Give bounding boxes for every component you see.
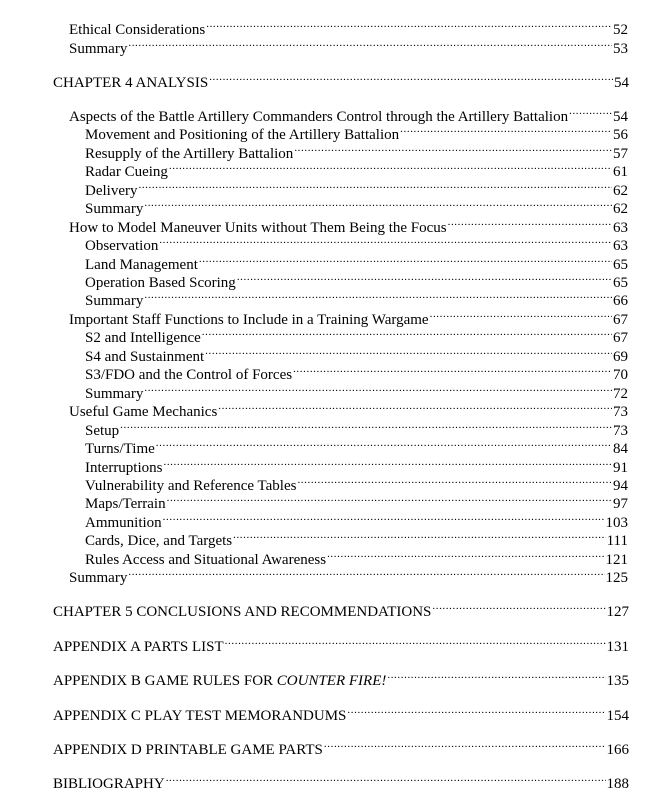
toc-entry-title: Summary bbox=[85, 386, 144, 402]
toc-entry-title: Land Management bbox=[85, 257, 198, 273]
dot-leader bbox=[400, 120, 612, 139]
toc-entry-page: 125 bbox=[605, 570, 628, 586]
toc-entry-page: 111 bbox=[606, 533, 628, 549]
toc-entry[interactable] bbox=[69, 34, 628, 57]
toc-entry-page: 135 bbox=[606, 673, 629, 689]
toc-entry-title: S3/FDO and the Control of Forces bbox=[85, 367, 293, 383]
toc-entry-title-prefix: APPENDIX B GAME RULES FOR bbox=[53, 673, 277, 689]
dot-leader bbox=[205, 342, 612, 361]
dot-leader bbox=[432, 597, 605, 616]
toc-entry-page: 65 bbox=[613, 275, 628, 291]
toc-entry-page: 121 bbox=[605, 552, 628, 568]
toc-entry-title: APPENDIX D PRINTABLE GAME PARTS bbox=[53, 742, 323, 758]
toc-subentry[interactable] bbox=[85, 268, 628, 291]
toc-entry-page: 69 bbox=[613, 349, 628, 365]
toc-entry-title-italic: COUNTER FIRE! bbox=[276, 673, 387, 689]
toc-subentry[interactable] bbox=[85, 526, 628, 549]
toc-bibliography-entry[interactable] bbox=[53, 769, 629, 792]
dot-leader bbox=[128, 563, 604, 582]
dot-leader bbox=[169, 157, 612, 176]
toc-entry[interactable] bbox=[69, 102, 628, 125]
toc-entry-title: Useful Game Mechanics bbox=[69, 404, 218, 420]
toc-subentry[interactable] bbox=[85, 231, 628, 254]
dot-leader bbox=[297, 471, 612, 490]
toc-entry-page: 65 bbox=[613, 257, 628, 273]
toc-entry-title: Observation bbox=[85, 238, 159, 254]
dot-leader bbox=[144, 194, 612, 213]
toc-entry-title: APPENDIX C PLAY TEST MEMORANDUMS bbox=[53, 708, 347, 724]
toc-entry-page: 67 bbox=[613, 330, 628, 346]
toc-entry-page: 103 bbox=[605, 515, 628, 531]
toc-entry-title: BIBLIOGRAPHY bbox=[53, 776, 165, 792]
toc-appendix-entry[interactable] bbox=[53, 632, 629, 655]
toc-entry-page: 72 bbox=[613, 386, 628, 402]
dot-leader bbox=[237, 268, 612, 287]
toc-entry[interactable] bbox=[69, 397, 628, 420]
toc-entry-page: 91 bbox=[613, 460, 628, 476]
toc-entry-title: Resupply of the Artillery Battalion bbox=[85, 146, 294, 162]
toc-entry-page: 154 bbox=[606, 708, 629, 724]
toc-subentry[interactable] bbox=[85, 250, 628, 273]
toc-entry-page: 63 bbox=[613, 220, 628, 236]
toc-entry-title: Summary bbox=[69, 570, 128, 586]
toc-subentry[interactable] bbox=[85, 434, 628, 457]
toc-entry-title: Ammunition bbox=[85, 515, 162, 531]
toc-entry-page: 54 bbox=[613, 109, 628, 125]
toc-subentry[interactable] bbox=[85, 360, 628, 383]
toc-subentry[interactable] bbox=[85, 416, 628, 439]
dot-leader bbox=[569, 102, 612, 121]
toc-entry-title: Important Staff Functions to Include in a Training Wargame bbox=[69, 312, 429, 328]
toc-subentry[interactable] bbox=[85, 545, 628, 568]
toc-entry-title: Summary bbox=[85, 293, 144, 309]
dot-leader bbox=[166, 769, 606, 788]
toc-entry-page: 67 bbox=[613, 312, 628, 328]
dot-leader bbox=[387, 666, 605, 685]
toc-entry-title: Rules Access and Situational Awareness bbox=[85, 552, 327, 568]
toc-entry-title: How to Model Maneuver Units without Them Being the Focus bbox=[69, 220, 447, 236]
toc-entry-page: 57 bbox=[613, 146, 628, 162]
toc-entry-page: 188 bbox=[606, 776, 629, 792]
toc-chapter-entry[interactable] bbox=[53, 68, 629, 91]
dot-leader bbox=[144, 379, 612, 398]
toc-entry-page: 127 bbox=[606, 604, 629, 620]
toc-entry-title: Interruptions bbox=[85, 460, 163, 476]
toc-entry-page: 166 bbox=[606, 742, 629, 758]
toc-entry-title: Radar Cueing bbox=[85, 164, 168, 180]
toc-entry-page: 62 bbox=[613, 183, 628, 199]
toc-entry-page: 61 bbox=[613, 164, 628, 180]
toc-entry[interactable] bbox=[69, 305, 628, 328]
dot-leader bbox=[167, 489, 612, 508]
toc-entry-title: S4 and Sustainment bbox=[85, 349, 205, 365]
toc-entry-title: Movement and Positioning of the Artillery Battalion bbox=[85, 127, 400, 143]
dot-leader bbox=[163, 508, 605, 527]
toc-entry-page: 54 bbox=[614, 75, 629, 91]
toc-entry-page: 73 bbox=[613, 423, 628, 439]
toc-entry-page: 66 bbox=[613, 293, 628, 309]
dot-leader bbox=[225, 632, 606, 651]
dot-leader bbox=[347, 701, 605, 720]
toc-entry-title bbox=[53, 672, 386, 691]
toc-entry-page: 63 bbox=[613, 238, 628, 254]
toc-entry-title: Operation Based Scoring bbox=[85, 275, 236, 291]
toc-entry-title: Cards, Dice, and Targets bbox=[85, 533, 233, 549]
toc-entry-page: 62 bbox=[613, 201, 628, 217]
toc-chapter-entry[interactable] bbox=[53, 597, 629, 620]
toc-appendix-entry[interactable] bbox=[53, 666, 629, 689]
toc-entry-title: Ethical Considerations bbox=[69, 22, 206, 38]
dot-leader bbox=[324, 735, 606, 754]
toc-entry-title: Vulnerability and Reference Tables bbox=[85, 478, 297, 494]
toc-entry-page: 52 bbox=[613, 22, 628, 38]
toc-entry-title: Setup bbox=[85, 423, 120, 439]
toc-entry-page: 53 bbox=[613, 41, 628, 57]
toc-entry-title: CHAPTER 4 ANALYSIS bbox=[53, 75, 209, 91]
toc-entry-page: 97 bbox=[613, 496, 628, 512]
dot-leader bbox=[209, 68, 613, 87]
dot-leader bbox=[448, 213, 612, 232]
toc-subentry[interactable] bbox=[85, 120, 628, 143]
dot-leader bbox=[138, 176, 612, 195]
dot-leader bbox=[156, 434, 612, 453]
toc-entry-title: Maps/Terrain bbox=[85, 496, 166, 512]
toc-entry-title: Delivery bbox=[85, 183, 138, 199]
dot-leader bbox=[128, 34, 612, 53]
dot-leader bbox=[293, 360, 612, 379]
toc-entry-title: CHAPTER 5 CONCLUSIONS AND RECOMMENDATIONS bbox=[53, 604, 432, 620]
toc-entry-page: 70 bbox=[613, 367, 628, 383]
toc-subentry[interactable] bbox=[85, 139, 628, 162]
dot-leader bbox=[218, 397, 612, 416]
dot-leader bbox=[233, 526, 606, 545]
dot-leader bbox=[294, 139, 612, 158]
toc-entry-page: 56 bbox=[613, 127, 628, 143]
dot-leader bbox=[163, 453, 612, 472]
toc-subentry[interactable] bbox=[85, 471, 628, 494]
toc-entry-page: 84 bbox=[613, 441, 628, 457]
dot-leader bbox=[206, 15, 612, 34]
toc-entry-page: 73 bbox=[613, 404, 628, 420]
toc-entry-title: S2 and Intelligence bbox=[85, 330, 201, 346]
toc-entry-page: 131 bbox=[606, 639, 629, 655]
toc-entry-title: Summary bbox=[69, 41, 128, 57]
toc-entry-title: Turns/Time bbox=[85, 441, 155, 457]
toc-subentry[interactable] bbox=[85, 508, 628, 531]
dot-leader bbox=[159, 231, 612, 250]
dot-leader bbox=[202, 323, 612, 342]
toc-subentry[interactable] bbox=[85, 176, 628, 199]
toc-subentry[interactable] bbox=[85, 379, 628, 402]
toc-entry[interactable] bbox=[69, 15, 628, 38]
toc-subentry[interactable] bbox=[85, 323, 628, 346]
toc-appendix-entry[interactable] bbox=[53, 735, 629, 758]
toc-entry-title: APPENDIX A PARTS LIST bbox=[53, 639, 224, 655]
toc-entry[interactable] bbox=[69, 213, 628, 236]
toc-subentry[interactable] bbox=[85, 286, 628, 309]
dot-leader bbox=[144, 286, 612, 305]
toc-subentry[interactable] bbox=[85, 157, 628, 180]
toc-subentry[interactable] bbox=[85, 342, 628, 365]
toc-entry[interactable] bbox=[69, 563, 628, 586]
toc-subentry[interactable] bbox=[85, 453, 628, 476]
dot-leader bbox=[327, 545, 604, 564]
toc-entry-title: Aspects of the Battle Artillery Commanders Control through the Artillery Battalion bbox=[69, 109, 569, 125]
toc-subentry[interactable] bbox=[85, 194, 628, 217]
toc-entry-page: 94 bbox=[613, 478, 628, 494]
dot-leader bbox=[120, 416, 612, 435]
toc-entry-title: Summary bbox=[85, 201, 144, 217]
dot-leader bbox=[199, 250, 612, 269]
toc-subentry[interactable] bbox=[85, 489, 628, 512]
toc-appendix-entry[interactable] bbox=[53, 701, 629, 724]
dot-leader bbox=[430, 305, 612, 324]
